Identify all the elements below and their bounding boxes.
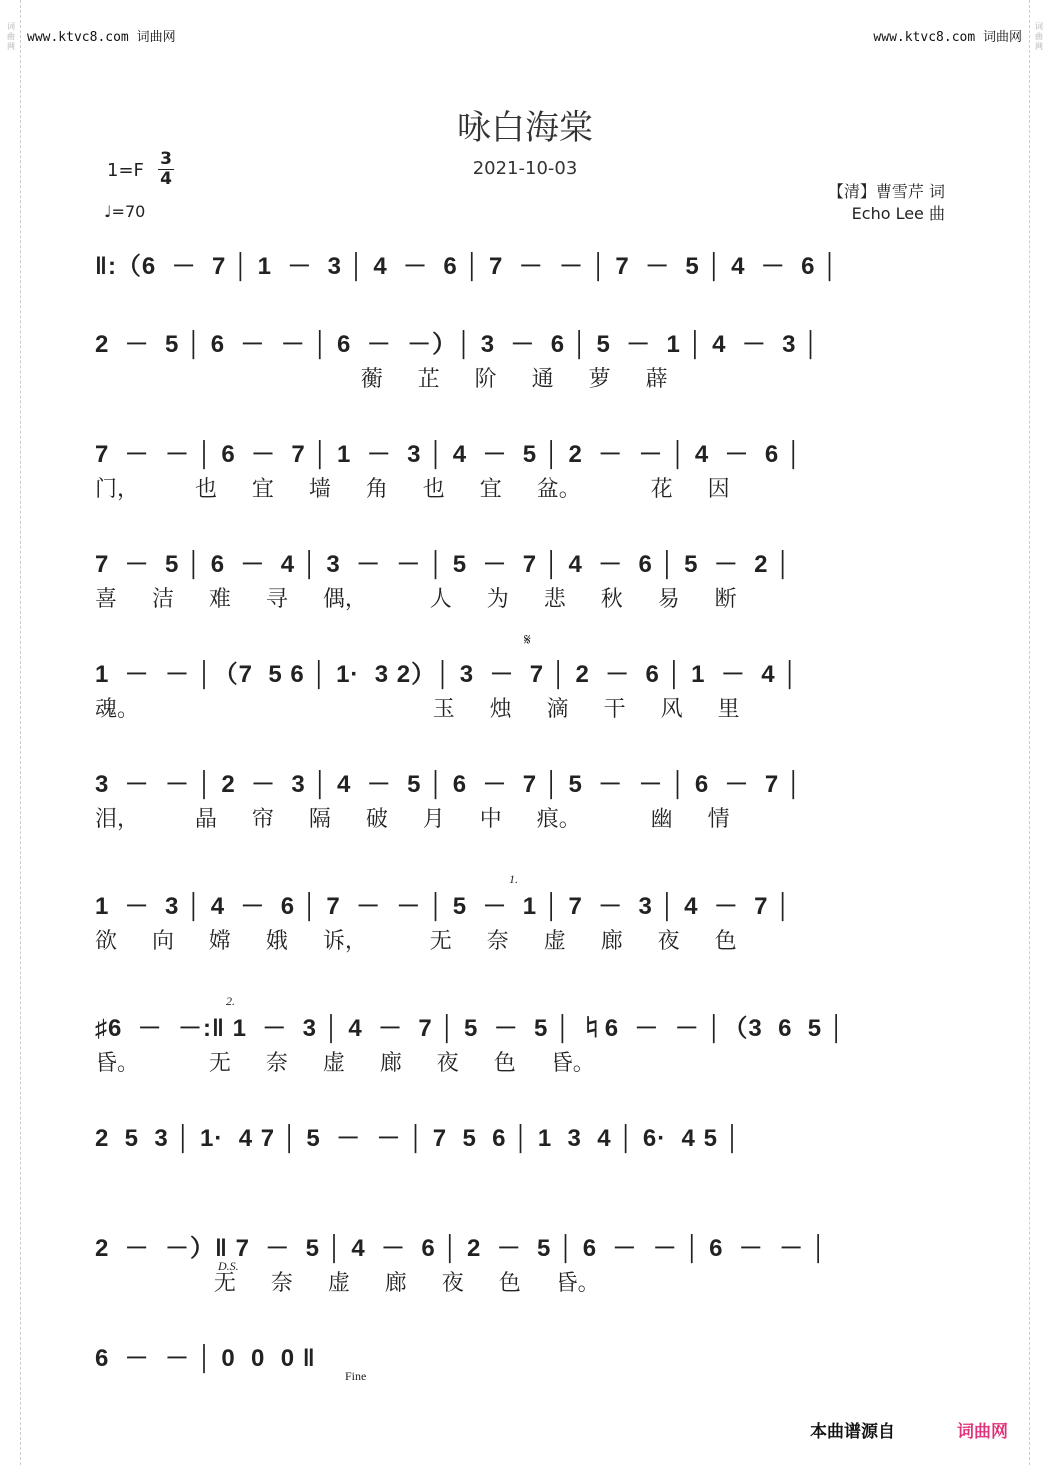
dal-segno-mark: D.S. bbox=[218, 1259, 239, 1273]
notation-line: 2 － －）‖ 7 － 5 │ 4 － 6 │ 2 － 5 │ 6 － － │ 6 － － │ bbox=[95, 1235, 828, 1262]
notation-line: 7 － 5 │ 6 － 4 │ 3 － － │ 5 － 7 │ 4 － 6 │ 5 － 2 │ bbox=[95, 551, 793, 578]
footer-site: 词曲网 bbox=[957, 1422, 1008, 1442]
tempo-marking: ♩=70 bbox=[104, 202, 146, 221]
lyric-line: 泪， 晶 帘 隔 破 月 中 痕。 幽 情 bbox=[95, 807, 730, 832]
first-ending-mark: 1. bbox=[509, 872, 518, 886]
second-ending-mark: 2. bbox=[226, 994, 235, 1008]
side-watermark: 词 曲 网 bbox=[1035, 22, 1043, 51]
lyric-line: 喜 洁 难 寻 偶， 人 为 悲 秋 易 断 bbox=[95, 587, 737, 612]
key-signature: 1=F bbox=[107, 160, 144, 181]
notation-line: 6 － － │ 0 0 0 ‖ bbox=[95, 1345, 316, 1372]
footer-source: 本曲谱源自 bbox=[810, 1422, 895, 1442]
notation-line: 2 － 5 │ 6 － － │ 6 － －）│ 3 － 6 │ 5 － 1 │ 4 － 3 │ bbox=[95, 331, 821, 358]
time-signature-top: 3 bbox=[160, 149, 172, 169]
header-watermark-left: www.ktvc8.com 词曲网 bbox=[27, 30, 176, 45]
notation-line: 7 － － │ 6 － 7 │ 1 － 3 │ 4 － 5 │ 2 － － │ 4 － 6 │ bbox=[95, 441, 803, 468]
notation-line: 3 － － │ 2 － 3 │ 4 － 5 │ 6 － 7 │ 5 － － │ 6 － 7 │ bbox=[95, 771, 803, 798]
side-watermark: 词 曲 网 bbox=[7, 22, 15, 51]
lyricist: 【清】曹雪芹 词 bbox=[827, 182, 945, 201]
lyric-line: 魂。 玉 烛 滴 干 风 里 bbox=[95, 697, 740, 722]
song-date: 2021-10-03 bbox=[472, 158, 578, 179]
notation-line: ♯6 － －:‖ 1 － 3 │ 4 － 7 │ 5 － 5 │ ♮6 － － │（3 6 5 │ bbox=[95, 1015, 846, 1042]
notation-line: 1 － 3 │ 4 － 6 │ 7 － － │ 5 － 1 │ 7 － 3 │ 4 － 7 │ bbox=[95, 893, 793, 920]
header-watermark-right: www.ktvc8.com 词曲网 bbox=[873, 30, 1022, 45]
time-signature bbox=[158, 150, 174, 189]
composer: Echo Lee 曲 bbox=[851, 204, 945, 223]
credits bbox=[828, 181, 945, 225]
notation-line: ‖:（6 － 7 │ 1 － 3 │ 4 － 6 │ 7 － － │ 7 － 5 │ 4 － 6 │ bbox=[95, 253, 840, 280]
left-watermark-strip bbox=[2, 0, 21, 1465]
song-title: 咏白海棠 bbox=[457, 108, 593, 148]
notation-line: 1 － － │（7 5 6 │ 1· 3 2）│ 3 － 7 │ 2 － 6 │ 1 － 4 │ bbox=[95, 661, 800, 688]
lyric-line: 欲 向 嫦 娥 诉， 无 奈 虚 廊 夜 色 bbox=[95, 929, 737, 954]
lyric-line: 昏。 无 奈 虚 廊 夜 色 昏。 bbox=[95, 1051, 595, 1076]
lyric-line: 无 奈 虚 廊 夜 色 昏。 bbox=[95, 1271, 600, 1296]
lyric-line: 蘅 芷 阶 通 萝 薜 bbox=[95, 367, 668, 392]
right-watermark-strip bbox=[1029, 0, 1048, 1465]
segno-mark: 𝄋 bbox=[524, 632, 531, 649]
time-signature-bottom: 4 bbox=[158, 169, 174, 189]
fine-mark: Fine bbox=[345, 1369, 367, 1383]
lyric-line: 门， 也 宜 墙 角 也 宜 盆。 花 因 bbox=[95, 477, 730, 502]
notation-line: 2 5 3 │ 1· 4 7 │ 5 － － │ 7 5 6 │ 1 3 4 │ 6· 4 5 │ bbox=[95, 1125, 742, 1152]
